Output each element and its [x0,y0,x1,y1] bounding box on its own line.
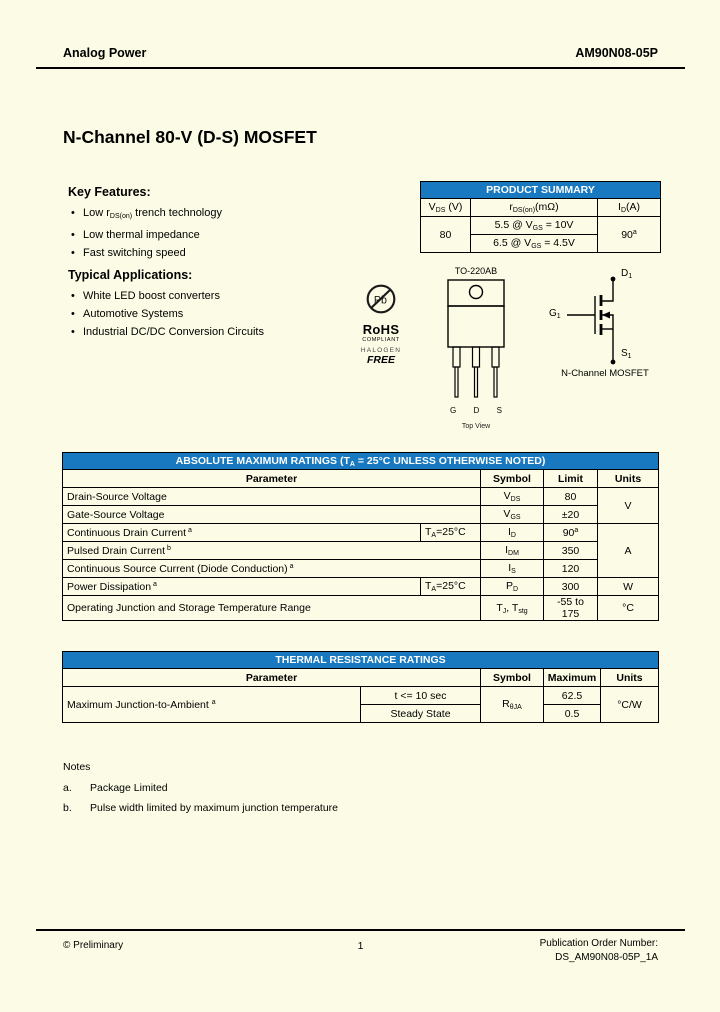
package-name: TO-220AB [454,266,498,276]
symbol-cell: $R_{\theta JA}$ [481,687,544,723]
param-cell: Continuous Source Current (Diode Conduction) $^a$ [63,560,481,578]
limit-cell: 90$^a$ [544,524,598,542]
publication-label: Publication Order Number: [539,938,658,949]
part-number: AM90N08-05P [575,46,658,60]
halogen-label: HALOGEN [360,347,402,354]
column-header-rdson: $r_{DS(on)}(m\Omega)$ [471,199,598,217]
limit-cell: 300 [544,578,598,596]
param-cell: Power Dissipation $^a$ [63,578,421,596]
pin-label-s: S [496,406,502,415]
product-summary-title: PRODUCT SUMMARY [421,182,661,199]
table-header-row [63,470,659,488]
typical-applications-section [68,268,264,341]
column-header-maximum: Maximum [544,669,601,687]
units-cell: W [598,578,659,596]
column-header-limit: Limit [544,470,598,488]
note-item [63,802,338,814]
page-title: N-Channel 80-V (D-S) MOSFET [63,127,317,147]
symbol-cell: $V_{GS}$ [481,506,544,524]
units-cell: A [598,524,659,578]
absolute-max-title: ABSOLUTE MAXIMUM RATINGS ($T_A = 25^\circ C$ UNLESS OTHERWISE NOTED) [63,453,659,470]
mosfet-symbol [547,268,663,383]
pb-label: Pb [373,294,387,307]
package-drawing [440,266,512,430]
compliant-label: COMPLIANT [362,337,400,343]
application-item: • Automotive Systems [68,305,264,323]
vds-value-cell: 80 [421,217,471,253]
header-divider [36,67,685,69]
rdson-value-cell: 6.5 @ $V_{GS} = 4.5V$ [471,235,598,253]
condition-cell: Steady State [361,705,481,723]
table-header-row [421,199,661,217]
drain-label: $D_1$ [621,268,633,280]
typical-applications-list [68,287,264,341]
table-row [63,542,659,560]
publication-value: DS_AM90N08-05P_1A [555,951,658,963]
table-row [63,578,659,596]
param-cell: Continuous Drain Current $^a$ [63,524,421,542]
typical-applications-heading: Typical Applications: [68,268,193,282]
symbol-cell: $V_{DS}$ [481,488,544,506]
limit-cell: 120 [544,560,598,578]
publication-order-number [540,937,658,964]
symbol-cell: $I_{DM}$ [481,542,544,560]
units-cell: °C/W [601,687,659,723]
limit-cell: 80 [544,488,598,506]
product-summary-table [420,181,661,253]
doc-footer [63,937,658,967]
page-number: 1 [357,940,364,952]
feature-item: • Low $r_{DS(on)}$ trench technology [68,204,222,226]
footer-preliminary: © Preliminary [63,940,124,951]
maximum-cell: 0.5 [544,705,601,723]
table-title-row [63,453,659,470]
to220-package-icon [441,279,511,399]
pin-labels [440,406,512,415]
notes-heading: Notes [63,761,91,773]
key-features-section [68,185,222,262]
table-row [63,596,659,621]
pb-free-icon [365,283,397,315]
condition-cell: $T_A=25^\circ C$ [421,578,481,596]
symbol-caption: N-Channel MOSFET [561,368,649,379]
units-cell: V [598,488,659,524]
table-row [421,217,661,235]
table-row [63,524,659,542]
thermal-title: THERMAL RESISTANCE RATINGS [63,652,659,669]
param-cell: Gate-Source Voltage [63,506,481,524]
rohs-badge [357,283,405,366]
table-title-row [63,652,659,669]
table-row [63,506,659,524]
rohs-label: RoHS [362,322,400,337]
limit-cell: -55 to 175 [544,596,598,621]
absolute-max-ratings-table [62,452,659,621]
maximum-cell: 62.5 [544,687,601,705]
condition-cell: $T_A=25^\circ C$ [421,524,481,542]
table-title-row [421,182,661,199]
column-header-symbol: Symbol [481,669,544,687]
param-cell: Operating Junction and Storage Temperature Range [63,596,481,621]
note-item [63,782,338,794]
pin-label-d: D [473,406,480,415]
footer-divider [36,929,685,931]
table-row [63,687,659,705]
feature-item: • Fast switching speed [68,244,222,262]
table-row [63,560,659,578]
symbol-cell: $I_S$ [481,560,544,578]
symbol-cell: $T_J$, $T_{stg}$ [481,596,544,621]
doc-header [63,46,658,60]
symbol-cell: $P_D$ [481,578,544,596]
notes-section [63,761,338,822]
source-label: $S_1$ [621,348,632,360]
table-row [63,488,659,506]
rdson-value-cell: 5.5 @ $V_{GS} = 10V$ [471,217,598,235]
application-item: • White LED boost converters [68,287,264,305]
column-header-units: Units [598,470,659,488]
column-header-units: Units [601,669,659,687]
column-header-parameter: Parameter [63,470,481,488]
thermal-resistance-table [62,651,659,723]
pin-label-g: G [450,406,457,415]
column-header-id: $I_D(A)$ [598,199,661,217]
column-header-vds: $V_{DS}$ (V) [421,199,471,217]
note-label: a. [63,782,72,794]
limit-cell: 350 [544,542,598,560]
symbol-cell: $I_D$ [481,524,544,542]
column-header-symbol: Symbol [481,470,544,488]
package-view-caption: Top View [461,423,491,430]
table-header-row [63,669,659,687]
note-text: Package Limited [90,782,168,794]
note-text: Pulse width limited by maximum junction temperature [90,802,339,814]
halogen-free-label: FREE [366,354,395,366]
limit-cell: ±20 [544,506,598,524]
param-cell: Maximum Junction-to-Ambient $^a$ [63,687,361,723]
column-header-parameter: Parameter [63,669,481,687]
note-label: b. [63,802,72,814]
condition-cell: t <= 10 sec [361,687,481,705]
company-name: Analog Power [63,46,147,60]
param-cell: Pulsed Drain Current $^b$ [63,542,481,560]
param-cell: Drain-Source Voltage [63,488,481,506]
units-cell: °C [598,596,659,621]
gate-label: $G_1$ [549,308,561,320]
feature-item: • Low thermal impedance [68,226,222,244]
id-value-cell: 90$^a$ [598,217,661,253]
application-item: • Industrial DC/DC Conversion Circuits [68,323,264,341]
key-features-heading: Key Features: [68,185,151,199]
key-features-list [68,204,222,262]
